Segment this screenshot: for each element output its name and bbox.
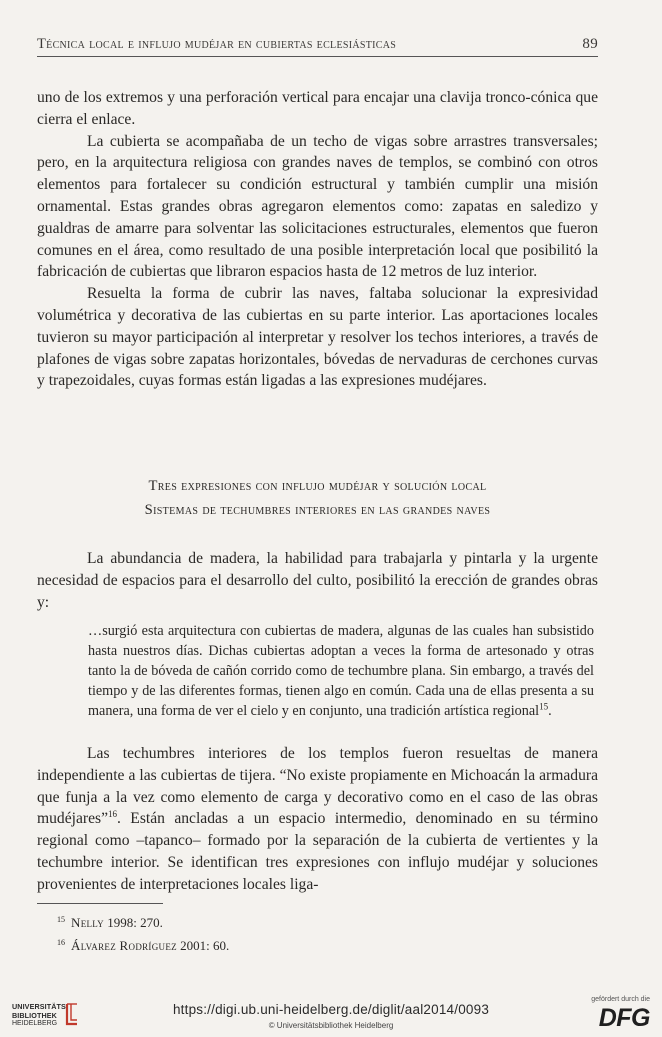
- footnote-number: 16: [57, 937, 65, 947]
- library-line: BIBLIOTHEK: [12, 1010, 57, 1020]
- paragraph: La cubierta se acompañaba de un techo de vigas sobre arrastres transversales; pero, en la arquitectura religiosa con grandes naves de templos, se combinó con otros elementos para fortalecer su condición estructural y también cumplir una misión ornamental. Estas grandes obras agregaron elementos como: zapatas en saledizo y gualdras de amarre para solventar las solicitaciones estructurales, elementos que fueron comunes en el área, como resultado de una posible interpretación local que posibilitó la fabricación de cubiertas que libraron espacios hasta de 12 metros de luz interior.: [37, 132, 598, 281]
- paragraph: uno de los extremos y una perforación vertical para encajar una clavija tronco-cónica que cierra el enlace.: [37, 89, 598, 128]
- dfg-logo: DFG: [598, 1004, 650, 1032]
- body-block-1: [37, 87, 598, 392]
- footnote-rule: [37, 903, 163, 904]
- paragraph: Las techumbres interiores de los templos fueron resueltas de manera independiente a las cubiertas de tijera. “No existe propiamente en Michoacán la armadura que funja a la vez como elemento de carga y decorativo como en el caso de las obras mudéjares”$^{16}$. Están ancladas a un espacio intermedio, denominado en su término regional como –tapanco– formado por la separación de la cubierta de vertientes y la techumbre interior. Se identifican tres expresiones con influjo mudéjar y soluciones provenientes de interpretaciones locales liga-: [37, 745, 598, 893]
- footnote-author: Álvarez Rodríguez: [71, 938, 177, 953]
- library-line: HEIDELBERG: [12, 1020, 58, 1027]
- footnotes: [57, 911, 229, 957]
- paragraph: Resuelta la forma de cubrir las naves, faltaba solucionar la expresividad volumétrica y decorativa de las cubiertas en su parte interior. Las aportaciones locales tuvieron su mayor participación al interpretar y resolver los techos interiores, a través de plafones de vigas sobre zapatas horizontales, bóvedas de nervaduras de cerchones curvas y trapezoidales, cuyas formas están ligadas a las expresiones mudéjares.: [37, 285, 598, 390]
- running-head-title: Técnica local e influjo mudéjar en cubiertas eclesiásticas: [37, 36, 397, 52]
- header-rule: [37, 56, 598, 57]
- copyright-notice: © Universitätsbibliothek Heidelberg: [268, 1021, 394, 1030]
- block-quote: [88, 621, 594, 721]
- quote-text: …surgió esta arquitectura con cubiertas de madera, algunas de las cuales han subsistido hasta nuestros días. Dichas cubiertas adoptan a veces la forma de artesonado y otras tanto la de bóveda de cañón corrido como de techumbre plana. Sin embargo, a través del tiempo y de las diferentes formas, tienen algo en común. Cada una de ellas presenta a su manera, una forma de ver el cielo y en conjunto, una tradición artística regional$^{15}$.: [88, 623, 594, 719]
- section-heading: Tres expresiones con influjo mudéjar y solución local: [148, 478, 487, 494]
- body-block-2: [37, 548, 598, 613]
- footnote-ref-15[interactable]: 15: [539, 701, 549, 712]
- footnote: [57, 934, 229, 957]
- footnote-author: Nelly: [71, 915, 104, 930]
- footnote-text: 2001: 60.: [176, 938, 230, 953]
- source-url-link[interactable]: https://digi.ub.uni-heidelberg.de/diglit/aal2014/0093: [172, 1002, 490, 1017]
- footnote-text: 1998: 270.: [103, 915, 163, 930]
- page-number: 89: [582, 36, 598, 52]
- subsection-heading: Sistemas de techumbres interiores en las grandes naves: [144, 502, 491, 518]
- library-line: UNIVERSITÄTS-: [12, 1002, 69, 1011]
- dfg-caption: gefördert durch die: [591, 996, 650, 1003]
- body-block-3: [37, 743, 598, 896]
- footnote: [57, 911, 229, 934]
- footnote-number: 15: [57, 914, 65, 924]
- footnote-ref-16[interactable]: 16: [108, 809, 118, 820]
- paragraph: La abundancia de madera, la habilidad para trabajarla y pintarla y la urgente necesidad de espacios para el desarrollo del culto, posibilitó la erección de grandes obras y:: [37, 550, 598, 611]
